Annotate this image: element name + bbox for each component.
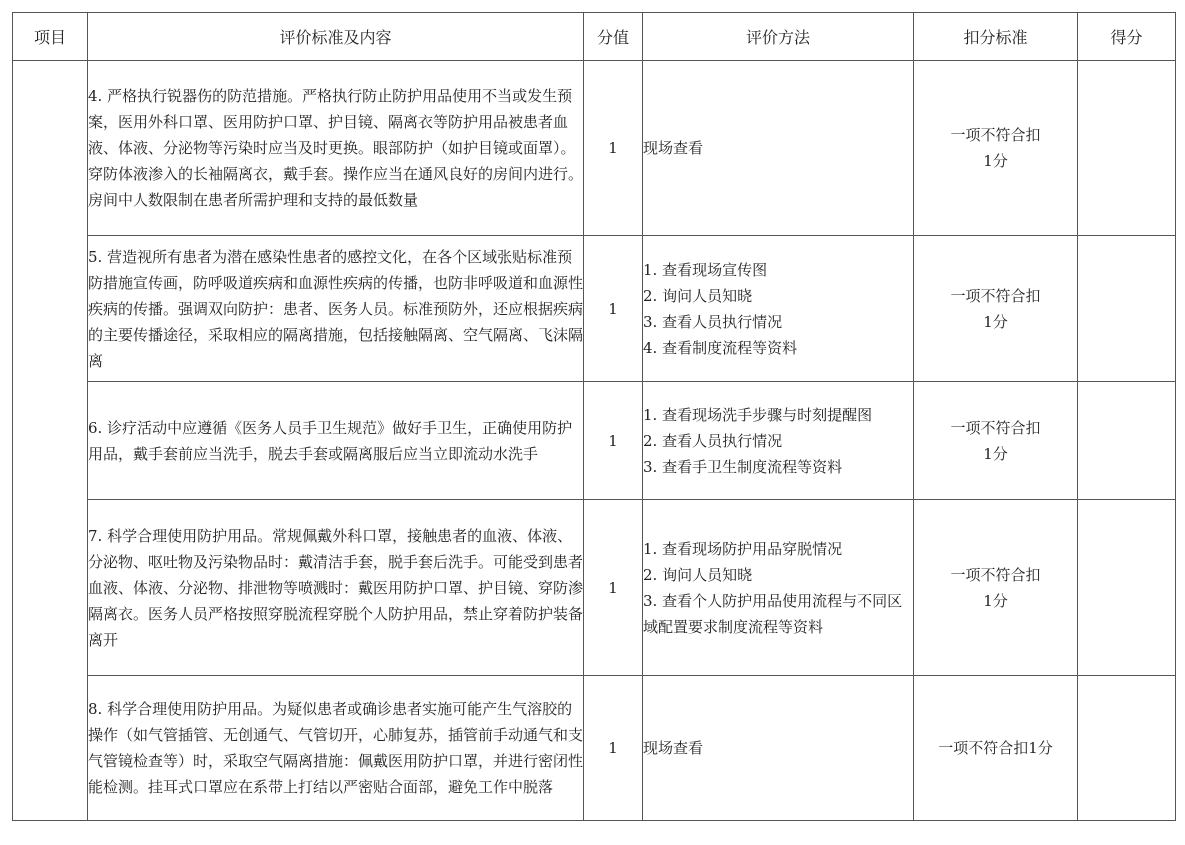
item-cell [13,61,88,821]
deduction-line: 一项不符合扣 [950,126,1041,144]
method-cell [643,382,914,500]
header-row [13,13,1176,61]
table-row [13,61,1176,236]
method-line: 1. 查看现场宣传图 [643,260,768,279]
header-item: 项目 [13,13,88,61]
deduction-line: 一项不符合扣 [950,565,1041,584]
method-cell [643,236,914,382]
header-result: 得分 [1078,13,1176,61]
method-line: 4. 查看制度流程等资料 [643,338,798,357]
result-cell[interactable] [1078,382,1176,500]
score-cell: 1 [584,676,643,821]
method-cell [643,500,914,676]
deduction-line: 一项不符合扣 [950,286,1041,305]
header-deduction: 扣分标准 [914,13,1078,61]
table-row [13,236,1176,382]
score-cell: 1 [584,382,643,500]
table-row [13,676,1176,821]
header-method: 评价方法 [643,13,914,61]
method-line: 1. 查看现场防护用品穿脱情况 [643,539,843,558]
method-cell [643,676,914,821]
header-score: 分值 [584,13,643,61]
score-cell: 1 [584,500,643,676]
evaluation-table [12,12,1176,821]
deduction-line: 1分 [983,444,1008,463]
deduction-line: 1分 [983,312,1008,331]
method-line: 现场查看 [643,739,704,757]
method-line: 1. 查看现场洗手步骤与时刻提醒图 [643,405,873,424]
content-cell: 8. 科学合理使用防护用品。为疑似患者或确诊患者实施可能产生气溶胶的操作（如气管插管、无创通气、气管切开，心肺复苏，插管前手动通气和支气管镜检查等）时，采取空气隔离措施：佩戴医用防护口罩，并进行密闭性能检测。挂耳式口罩应在系带上打结以严密贴合面部，避免工作中脱落 [88,676,584,821]
method-line: 3. 查看手卫生制度流程等资料 [643,457,843,476]
header-content: 评价标准及内容 [88,13,584,61]
result-cell[interactable] [1078,500,1176,676]
deduction-line: 一项不符合扣 [950,418,1041,437]
deduction-line: 1分 [983,591,1008,610]
score-cell: 1 [584,236,643,382]
result-cell[interactable] [1078,676,1176,821]
deduction-cell [914,676,1078,821]
deduction-cell [914,236,1078,382]
deduction-line: 一项不符合扣1分 [938,739,1053,757]
content-cell: 4. 严格执行锐器伤的防范措施。严格执行防止防护用品使用不当或发生预案，医用外科口罩、医用防护口罩、护目镜、隔离衣等防护用品被患者血液、体液、分泌物等污染时应当及时更换。眼部防护（如护目镜或面罩）。穿防体液渗入的长袖隔离衣，戴手套。操作应当在通风良好的房间内进行。房间中人数限制在患者所需护理和支持的最低数量 [88,61,584,236]
method-cell [643,61,914,236]
content-cell: 7. 科学合理使用防护用品。常规佩戴外科口罩，接触患者的血液、体液、分泌物、呕吐物及污染物品时：戴清洁手套，脱手套后洗手。可能受到患者血液、体液、分泌物、排泄物等喷溅时：戴医用防护口罩、护目镜、穿防渗隔离衣。医务人员严格按照穿脱流程穿脱个人防护用品，禁止穿着防护装备离开 [88,500,584,676]
deduction-cell [914,61,1078,236]
deduction-line: 1分 [983,152,1008,170]
method-line: 现场查看 [643,139,704,157]
method-line: 2. 查看人员执行情况 [643,431,783,450]
method-line: 3. 查看人员执行情况 [643,312,783,331]
content-cell: 5. 营造视所有患者为潜在感染性患者的感控文化，在各个区域张贴标准预防措施宣传画，防呼吸道疾病和血源性疾病的传播，也防非呼吸道和血源性疾病的传播。强调双向防护：患者、医务人员。标准预防外，还应根据疾病的主要传播途径，采取相应的隔离措施，包括接触隔离、空气隔离、飞沫隔离 [88,236,584,382]
table-row [13,382,1176,500]
method-line: 2. 询问人员知晓 [643,565,753,584]
content-cell: 6. 诊疗活动中应遵循《医务人员手卫生规范》做好手卫生，正确使用防护用品，戴手套前应当洗手，脱去手套或隔离服后应当立即流动水洗手 [88,382,584,500]
method-line: 2. 询问人员知晓 [643,286,753,305]
table-row [13,500,1176,676]
result-cell[interactable] [1078,61,1176,236]
deduction-cell [914,500,1078,676]
method-line: 3. 查看个人防护用品使用流程与不同区域配置要求制度流程等资料 [643,591,903,636]
result-cell[interactable] [1078,236,1176,382]
score-cell: 1 [584,61,643,236]
deduction-cell [914,382,1078,500]
